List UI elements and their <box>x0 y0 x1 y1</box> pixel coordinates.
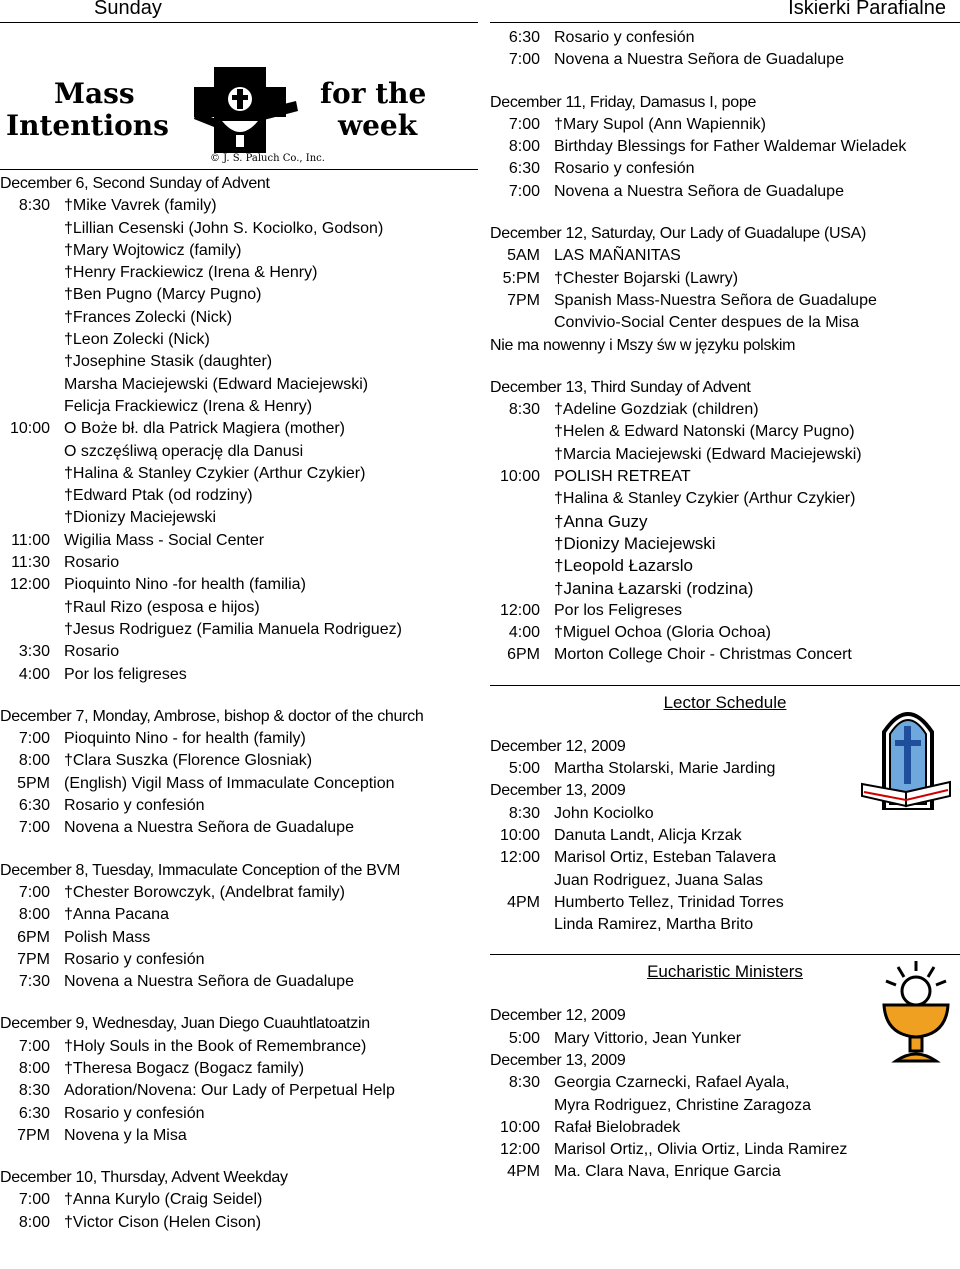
schedule-row <box>490 1161 960 1183</box>
schedule-row <box>0 904 478 926</box>
schedule-row <box>490 622 960 644</box>
time: 8:00 <box>18 1059 50 1077</box>
intention-text: Spanish Mass-Nuestra Señora de Guadalupe <box>554 291 877 309</box>
day-block <box>0 1013 478 1147</box>
time <box>0 329 64 351</box>
time: 11:30 <box>11 554 50 572</box>
schedule-row <box>0 396 478 418</box>
time: 7:00 <box>18 1191 50 1209</box>
intention-text: †Lillian Cesenski (John S. Kociolko, Godson) <box>64 219 384 237</box>
intention-text: Polish Mass <box>64 928 151 946</box>
time <box>490 444 554 466</box>
time: 8:30 <box>18 197 50 215</box>
schedule-row <box>490 399 960 421</box>
intention-text: Rosario y confesión <box>64 797 205 815</box>
intention-text: Rosario y confesión <box>64 1104 205 1122</box>
schedule-row <box>0 507 478 529</box>
schedule-row <box>490 870 960 892</box>
intention-text: †Henry Frackiewicz (Irena & Henry) <box>64 264 318 282</box>
schedule-row <box>490 914 960 936</box>
time: 12:00 <box>499 1141 540 1159</box>
time <box>490 421 554 443</box>
schedule-row <box>490 27 960 49</box>
intention-text: †Anna Guzy <box>554 511 648 531</box>
left-days <box>0 173 478 1234</box>
schedule-row <box>0 619 478 641</box>
time: 8:00 <box>18 906 50 924</box>
schedule-row <box>0 351 478 373</box>
schedule-row <box>490 1117 960 1139</box>
time <box>0 441 64 463</box>
intention-text: Rosario y confesión <box>554 29 695 46</box>
intention-text: POLISH RETREAT <box>554 468 691 486</box>
day-title: December 6, Second Sunday of Advent <box>0 175 270 192</box>
schedule-row <box>490 488 960 510</box>
time: 4PM <box>507 893 540 911</box>
intention-text: †Chester Bojarski (Lawry) <box>554 269 739 287</box>
intention-text: †Victor Cison (Helen Cison) <box>64 1213 262 1231</box>
schedule-row <box>0 552 478 574</box>
schedule-row <box>0 1036 478 1058</box>
schedule-row <box>0 374 478 396</box>
intention-text: Martha Stolarski, Marie Jarding <box>554 760 776 778</box>
banner-mass-text: Mass <box>54 77 135 110</box>
schedule-date: December 12, 2009 <box>490 737 626 755</box>
time <box>0 351 64 373</box>
time: 4PM <box>507 1163 540 1181</box>
time: 6:30 <box>18 1104 50 1122</box>
schedule-row <box>0 574 478 596</box>
schedule-row <box>0 1125 478 1147</box>
intention-text: Novena a Nuestra Señora de Guadalupe <box>64 819 354 837</box>
time: 7PM <box>507 291 540 309</box>
schedule-date: December 13, 2009 <box>490 782 626 800</box>
intention-text: Adoration/Novena: Our Lady of Perpetual Help <box>64 1082 395 1100</box>
intention-text: †Josephine Stasik (daughter) <box>64 353 273 371</box>
schedule-row <box>490 533 960 555</box>
schedule-row <box>490 511 960 533</box>
intention-text: †Janina Łazarski (rodzina) <box>554 578 754 598</box>
day-block <box>0 860 478 994</box>
schedule-row <box>490 644 960 666</box>
intention-text: Rosario y confesión <box>64 950 205 968</box>
time <box>0 374 64 396</box>
schedule-row <box>0 597 478 619</box>
right-top-rows <box>490 27 960 72</box>
schedule-row <box>0 817 478 839</box>
eucharistic-title: Eucharistic Ministers <box>647 962 803 982</box>
banner-week-text: week <box>338 109 418 142</box>
day-title: December 9, Wednesday, Juan Diego Cuauhtlatoatzin <box>0 1015 370 1033</box>
intention-text: LAS MAÑANITAS <box>554 247 681 265</box>
day-block <box>490 377 960 667</box>
time: 11:00 <box>11 531 50 549</box>
schedule-row <box>0 262 478 284</box>
schedule-row <box>0 418 478 440</box>
time: 5PM <box>17 774 50 792</box>
intention-text: Novena y la Misa <box>64 1126 187 1144</box>
intention-text: Birthday Blessings for Father Waldemar Wieladek <box>554 138 907 156</box>
intention-text: †Dionizy Maciejewski <box>554 533 716 553</box>
schedule-row <box>0 441 478 463</box>
time: 7:00 <box>18 1037 50 1055</box>
intention-text: Marisol Ortiz,, Olivia Ortiz, Linda Ramirez <box>554 1141 848 1159</box>
intention-text: Por los Feligreses <box>554 601 683 619</box>
time: 5:PM <box>502 269 540 287</box>
intention-text: Linda Ramirez, Martha Brito <box>554 916 754 934</box>
intention-text: †Halina & Stanley Czykier (Arthur Czykier) <box>554 490 856 508</box>
time <box>0 619 64 641</box>
schedule-row <box>490 49 960 71</box>
time: 10:00 <box>9 420 50 438</box>
schedule-row <box>0 1212 478 1234</box>
intention-text: †Anna Pacana <box>64 906 169 924</box>
day-block <box>0 1167 478 1234</box>
time: 7:00 <box>508 115 540 133</box>
schedule-row <box>490 466 960 488</box>
time: 8:30 <box>508 401 540 419</box>
time <box>0 284 64 306</box>
time: 3:30 <box>18 643 50 661</box>
time: 4:00 <box>18 665 50 683</box>
time: 7PM <box>17 950 50 968</box>
time: 6PM <box>507 646 540 664</box>
schedule-row <box>490 555 960 577</box>
intention-text: †Frances Zolecki (Nick) <box>64 308 233 326</box>
time <box>0 396 64 418</box>
intention-text: †Edward Ptak (od rodziny) <box>64 487 253 505</box>
left-header-title: Sunday <box>94 0 162 19</box>
schedule-row <box>0 530 478 552</box>
schedule-row <box>490 1139 960 1161</box>
right-days <box>490 92 960 667</box>
intention-text: John Kociolko <box>554 804 654 822</box>
schedule-row <box>490 245 960 267</box>
intention-text: Myra Rodriguez, Christine Zaragoza <box>554 1096 811 1114</box>
schedule-row <box>490 158 960 180</box>
time: 6PM <box>17 928 50 946</box>
schedule-row <box>0 1189 478 1211</box>
schedule-row <box>490 1095 960 1117</box>
intention-text: †Adeline Gozdziak (children) <box>554 401 759 419</box>
time <box>490 578 554 600</box>
cross-chalice-icon <box>186 61 316 155</box>
time: 8:00 <box>18 752 50 770</box>
right-header-title: Iskierki Parafialne <box>788 0 946 19</box>
time: 5:00 <box>508 1029 540 1047</box>
time: 7:00 <box>18 819 50 837</box>
intention-text: †Theresa Bogacz (Bogacz family) <box>64 1059 305 1077</box>
intention-text: Rosario <box>64 554 120 572</box>
day-title: December 10, Thursday, Advent Weekday <box>0 1169 288 1187</box>
time <box>490 511 554 533</box>
right-header <box>490 0 960 23</box>
intention-text: O Boże bł. dla Patrick Magiera (mother) <box>64 420 345 438</box>
schedule-row <box>490 825 960 847</box>
time: 8:00 <box>508 138 540 156</box>
time: 10:00 <box>499 826 540 844</box>
eucharistic-section <box>490 954 960 1183</box>
lector-title: Lector Schedule <box>663 692 787 712</box>
day-title: December 12, Saturday, Our Lady of Guadalupe (USA) <box>490 225 867 243</box>
schedule-row <box>490 892 960 914</box>
schedule-row <box>0 664 478 686</box>
time: 12:00 <box>499 849 540 867</box>
day-title: December 7, Monday, Ambrose, bishop & doctor of the church <box>0 707 424 725</box>
time: 6:30 <box>18 797 50 815</box>
time <box>0 485 64 507</box>
intention-text: †Dionizy Maciejewski <box>64 509 217 527</box>
time: 5AM <box>507 247 540 265</box>
day-title: December 8, Tuesday, Immaculate Conception of the BVM <box>0 861 401 879</box>
intention-text: Rafał Bielobradek <box>554 1118 681 1136</box>
time <box>490 914 554 936</box>
time <box>490 870 554 892</box>
intention-text: †Ben Pugno (Marcy Pugno) <box>64 286 262 304</box>
time: 7:30 <box>18 973 50 991</box>
intention-text: †Marcia Maciejewski (Edward Maciejewski) <box>554 445 862 463</box>
schedule-row <box>0 1058 478 1080</box>
day-block <box>0 706 478 840</box>
schedule-row <box>0 728 478 750</box>
time <box>0 240 64 262</box>
intention-text: Marsha Maciejewski (Edward Maciejewski) <box>64 375 369 393</box>
intention-text: Convivio-Social Center despues de la Misa <box>554 314 860 332</box>
intention-text: Novena a Nuestra Señora de Guadalupe <box>554 182 844 200</box>
intention-text: Rosario <box>64 643 120 661</box>
intention-text: Marisol Ortiz, Esteban Talavera <box>554 849 777 867</box>
intention-text: Pioquinto Nino - for health (family) <box>64 730 306 748</box>
schedule-row <box>0 1080 478 1102</box>
time <box>0 507 64 529</box>
schedule-row <box>0 195 478 217</box>
intention-text: †Mike Vavrek (family) <box>64 197 217 215</box>
day-block <box>0 173 478 686</box>
intention-text: Rosario y confesión <box>554 160 695 178</box>
time <box>490 312 554 334</box>
intention-text: †Raul Rizo (esposa e hijos) <box>64 598 260 616</box>
time: 10:00 <box>499 1118 540 1136</box>
time: 12:00 <box>9 576 50 594</box>
schedule-row <box>0 1103 478 1125</box>
time <box>0 597 64 619</box>
time: 4:00 <box>508 624 540 642</box>
schedule-row <box>0 773 478 795</box>
intention-text: Por los feligreses <box>64 665 187 683</box>
day-block <box>490 223 960 357</box>
time: 7:00 <box>508 51 540 69</box>
intention-text: †Holy Souls in the Book of Remembrance) <box>64 1037 367 1055</box>
day-note: Nie ma nowenny i Mszy św w języku polskim <box>490 336 796 354</box>
day-title: December 11, Friday, Damasus I, pope <box>490 93 757 111</box>
mass-intentions-banner <box>0 23 478 171</box>
schedule-row <box>490 1072 960 1094</box>
schedule-row <box>490 847 960 869</box>
schedule-row <box>0 218 478 240</box>
schedule-row <box>0 284 478 306</box>
schedule-row <box>490 578 960 600</box>
schedule-row <box>0 329 478 351</box>
day-title: December 13, Third Sunday of Advent <box>490 378 751 396</box>
intention-text: Humberto Tellez, Trinidad Torres <box>554 893 784 911</box>
schedule-row <box>0 485 478 507</box>
intention-text: †Chester Borowczyk, (Andelbrat family) <box>64 883 345 901</box>
intention-text: Morton College Choir - Christmas Concert <box>554 646 852 664</box>
time: 12:00 <box>499 601 540 619</box>
banner-credit: © J. S. Paluch Co., Inc. <box>210 153 325 164</box>
schedule-row <box>490 290 960 312</box>
time <box>0 262 64 284</box>
time: 8:00 <box>18 1213 50 1231</box>
time <box>0 218 64 240</box>
schedule-row <box>490 114 960 136</box>
schedule-row <box>0 971 478 993</box>
intention-text: †Mary Supol (Ann Wapiennik) <box>554 115 766 133</box>
intention-text: Felicja Frackiewicz (Irena & Henry) <box>64 397 313 415</box>
intention-text: Mary Vittorio, Jean Yunker <box>554 1029 742 1047</box>
time <box>0 307 64 329</box>
church-window-bible-icon <box>860 692 956 810</box>
time <box>490 533 554 555</box>
intention-text: Wigilia Mass - Social Center <box>64 531 265 549</box>
schedule-row <box>490 444 960 466</box>
intention-text: †Mary Wojtowicz (family) <box>64 241 242 259</box>
lector-section <box>490 685 960 937</box>
time <box>490 488 554 510</box>
schedule-row <box>490 312 960 334</box>
intention-text: Novena a Nuestra Señora de Guadalupe <box>554 51 844 69</box>
schedule-row <box>0 641 478 663</box>
schedule-row <box>490 268 960 290</box>
time: 7:00 <box>18 883 50 901</box>
time: 6:30 <box>508 29 540 46</box>
time: 7:00 <box>508 182 540 200</box>
schedule-row <box>0 307 478 329</box>
time: 7:00 <box>18 730 50 748</box>
right-column <box>490 0 960 1184</box>
intention-text: Ma. Clara Nava, Enrique Garcia <box>554 1163 781 1181</box>
schedule-row <box>0 949 478 971</box>
schedule-row <box>0 240 478 262</box>
schedule-row <box>0 882 478 904</box>
time: 8:30 <box>18 1082 50 1100</box>
intention-text: †Leon Zolecki (Nick) <box>64 331 210 349</box>
intention-text: †Halina & Stanley Czykier (Arthur Czykier) <box>64 464 366 482</box>
time: 10:00 <box>499 468 540 486</box>
intention-text: Juan Rodriguez, Juana Salas <box>554 871 764 889</box>
time: 6:30 <box>508 160 540 178</box>
schedule-row <box>0 750 478 772</box>
intention-text: Georgia Czarnecki, Rafael Ayala, <box>554 1074 790 1092</box>
intention-text: Danuta Landt, Alicja Krzak <box>554 826 742 844</box>
day-block <box>490 92 960 203</box>
intention-text: (English) Vigil Mass of Immaculate Conception <box>64 774 395 792</box>
time <box>0 463 64 485</box>
schedule-row <box>0 795 478 817</box>
time: 7PM <box>17 1126 50 1144</box>
intention-text: Pioquinto Nino -for health (familia) <box>64 576 306 594</box>
banner-intentions-text: Intentions <box>6 109 169 142</box>
schedule-row <box>0 463 478 485</box>
banner-for-the-text: for the <box>320 77 427 110</box>
chalice-host-icon <box>876 957 956 1065</box>
schedule-row <box>0 927 478 949</box>
intention-text: O szczęśliwą operację dla Danusi <box>64 442 304 460</box>
left-header <box>0 0 478 23</box>
time <box>490 1095 554 1117</box>
intention-text: †Jesus Rodriguez (Familia Manuela Rodriguez) <box>64 620 402 638</box>
intention-text: Novena a Nuestra Señora de Guadalupe <box>64 973 354 991</box>
intention-text: †Miguel Ochoa (Gloria Ochoa) <box>554 624 771 642</box>
schedule-row <box>490 136 960 158</box>
schedule-date: December 12, 2009 <box>490 1007 626 1025</box>
schedule-date: December 13, 2009 <box>490 1051 626 1069</box>
time <box>490 555 554 577</box>
time: 8:30 <box>508 804 540 822</box>
left-column <box>0 0 478 1234</box>
time: 8:30 <box>508 1074 540 1092</box>
intention-text: †Helen & Edward Natonski (Marcy Pugno) <box>554 423 855 441</box>
schedule-row <box>490 421 960 443</box>
time: 5:00 <box>508 760 540 778</box>
intention-text: †Clara Suszka (Florence Glosniak) <box>64 752 313 770</box>
schedule-row <box>490 181 960 203</box>
intention-text: †Anna Kurylo (Craig Seidel) <box>64 1191 263 1209</box>
intention-text: †Leopold Łazarslo <box>554 556 693 576</box>
schedule-row <box>490 600 960 622</box>
